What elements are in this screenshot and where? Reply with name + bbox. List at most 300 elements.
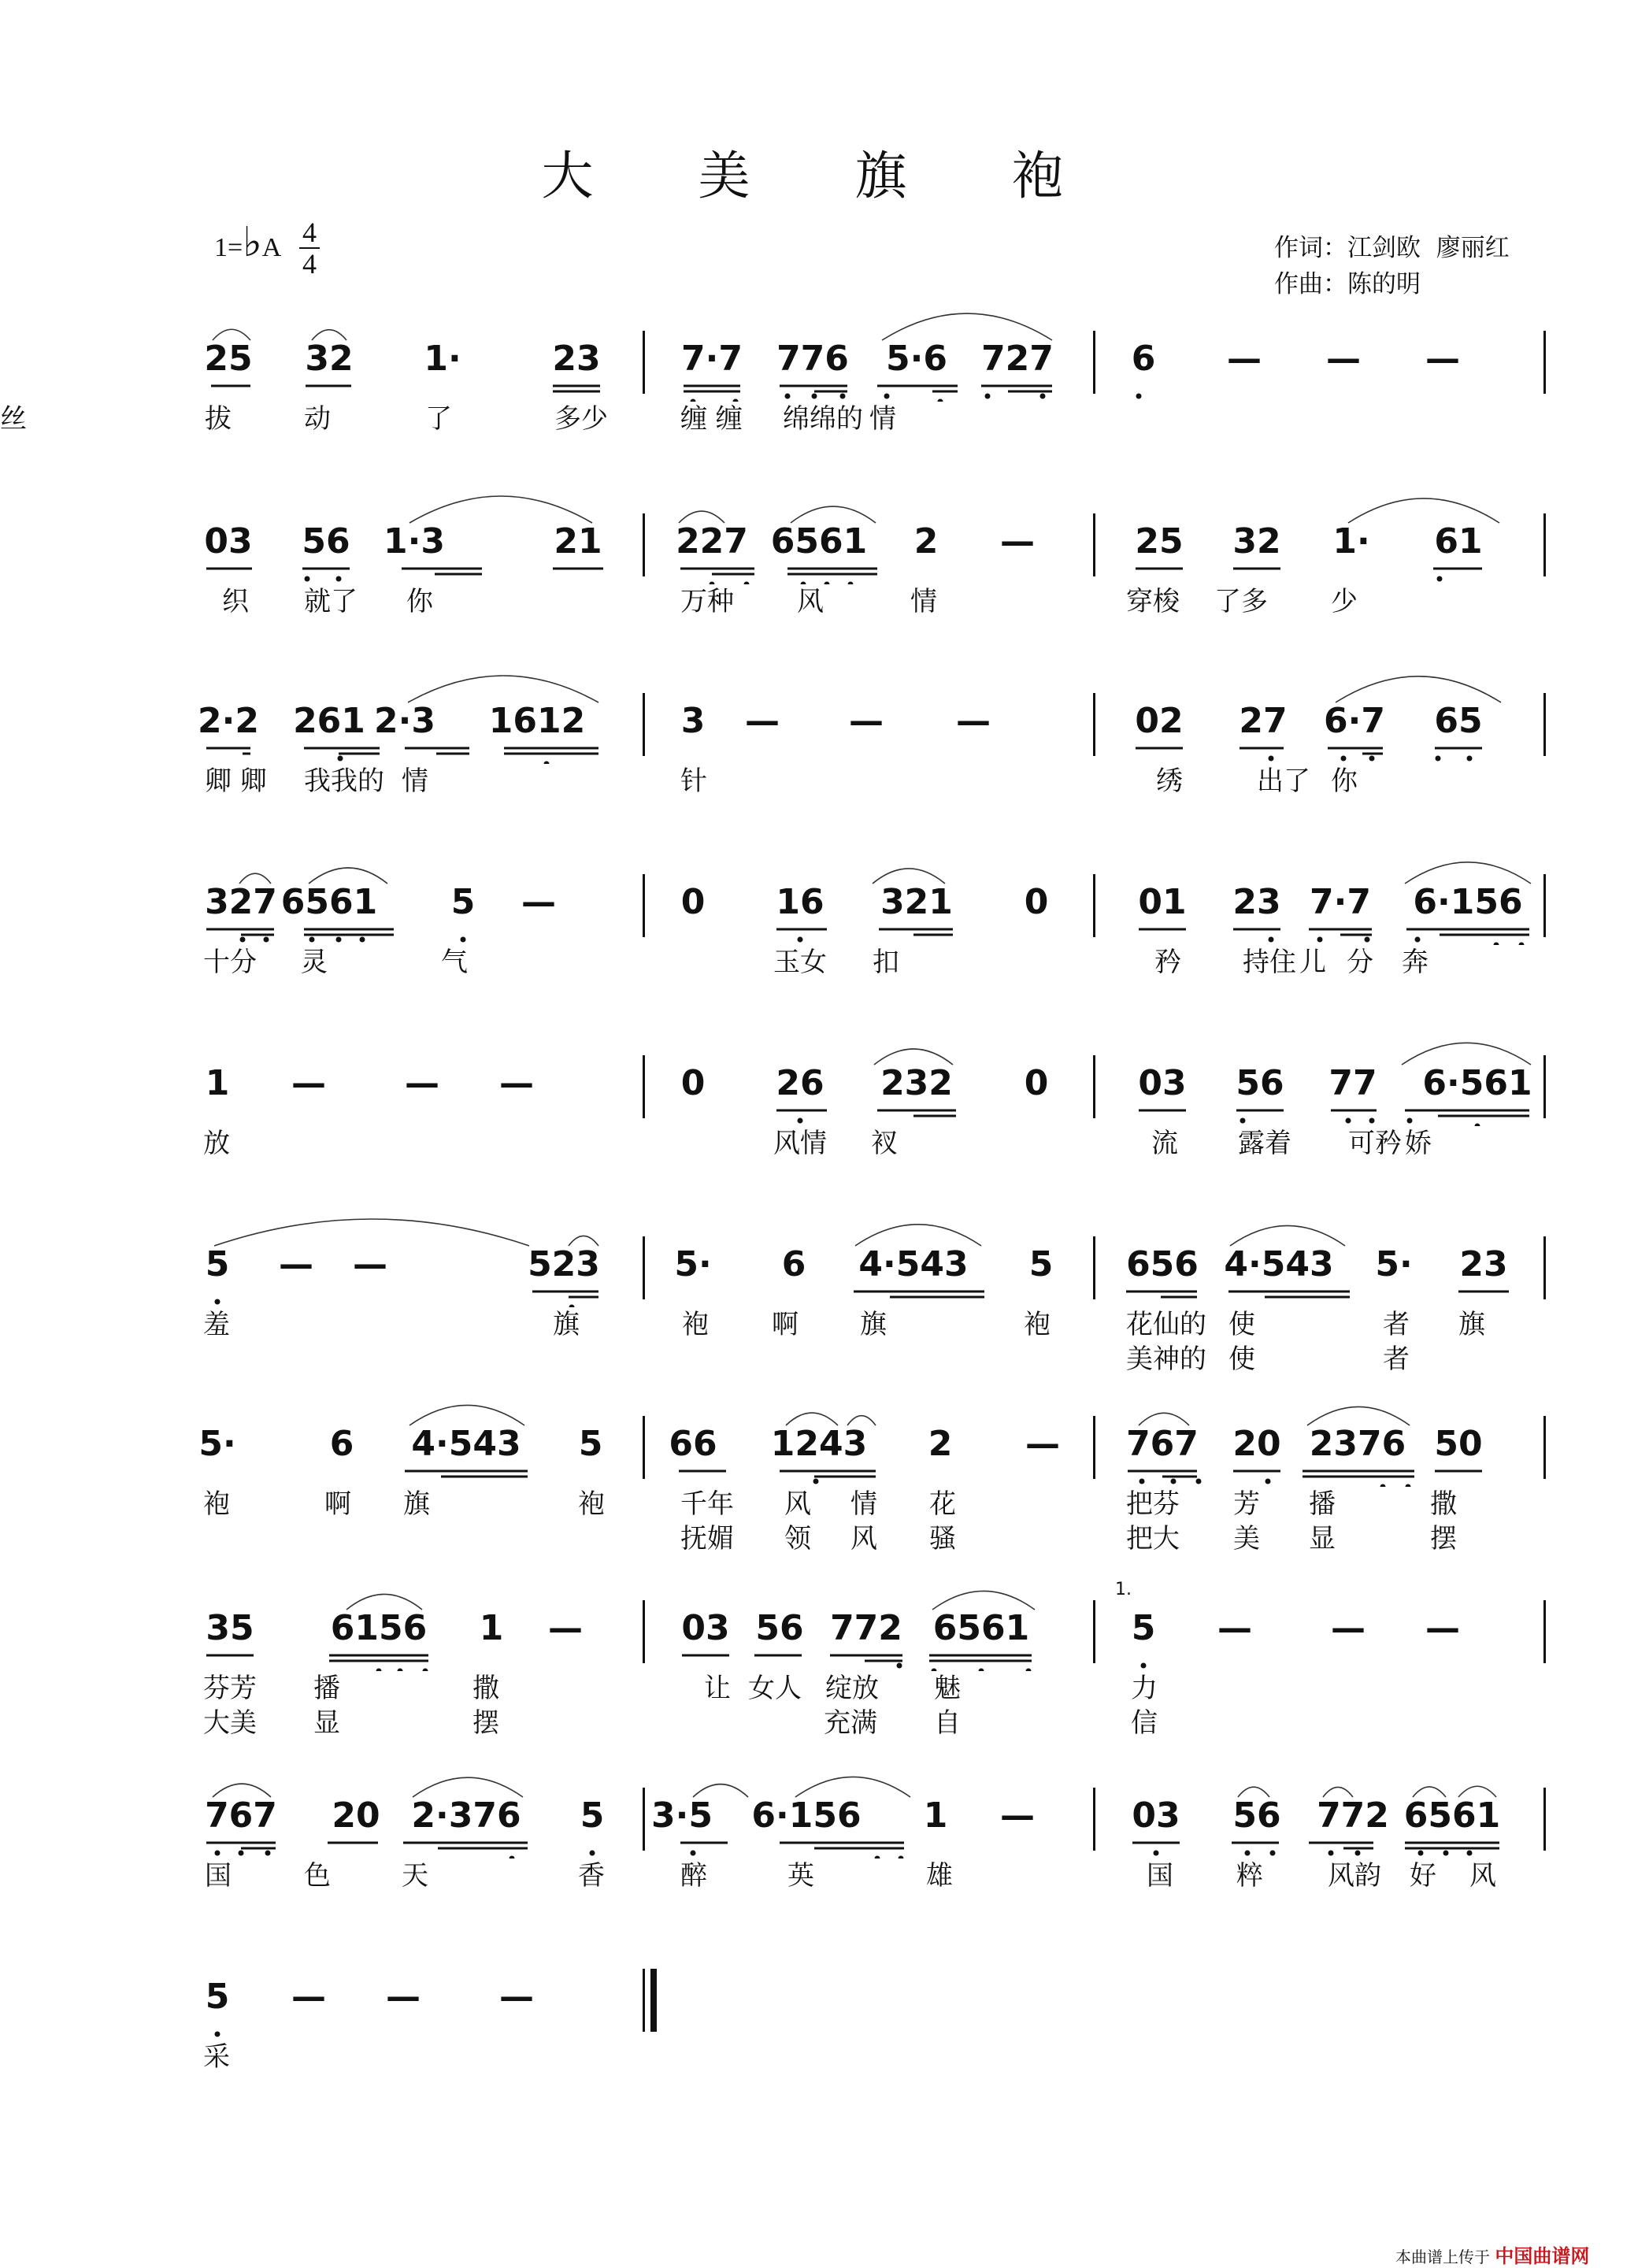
- footer-brand: 中国曲谱网: [1495, 2245, 1590, 2267]
- note-group: 1243: [770, 1424, 868, 1464]
- lyric-verse-1: 旗: [860, 1309, 887, 1340]
- lyric-verse-1: 针: [680, 765, 707, 797]
- octave-dot: [691, 1851, 696, 1856]
- octave-dot: [801, 582, 806, 585]
- dash-note: —: [849, 701, 884, 741]
- time-signature-bottom: 4: [299, 247, 320, 279]
- lyric-verse-1: 啊: [772, 1309, 799, 1340]
- octave-dot: [798, 937, 803, 943]
- volta-marker: 1.: [1115, 1580, 1132, 1599]
- lyric-verse-1: 把芬: [1126, 1488, 1180, 1520]
- octave-dot: [840, 394, 846, 399]
- lyric-verse-2: 风: [850, 1523, 877, 1555]
- lyric-verse-2: 者: [1383, 1343, 1410, 1375]
- octave-dot: [1196, 1479, 1202, 1484]
- slur-arc: [1307, 1406, 1410, 1425]
- note-group: 23: [1459, 1244, 1508, 1284]
- dash-note: —: [1000, 521, 1035, 561]
- slur-arc: [791, 506, 876, 523]
- key-prefix: 1=: [214, 233, 243, 262]
- octave-dot: [309, 937, 315, 943]
- key-note: A: [261, 233, 282, 262]
- note-group: 23: [1232, 882, 1281, 922]
- octave-dot: [1418, 1851, 1424, 1856]
- note-group: 5: [578, 1424, 603, 1464]
- note-group: 0: [1024, 1063, 1049, 1103]
- lyric-verse-1: 衩: [871, 1128, 898, 1159]
- octave-dot: [336, 937, 342, 943]
- slur-arc: [795, 1777, 910, 1797]
- note-group: 02: [1135, 701, 1184, 741]
- note-group: 4·543: [858, 1244, 969, 1284]
- lyric-verse-1: 花仙的: [1126, 1309, 1206, 1340]
- octave-dot: [1475, 1124, 1480, 1127]
- lyric-verse-1: 拔: [205, 403, 232, 435]
- note-group: 3: [680, 701, 706, 741]
- lyric-verse-1: 你: [406, 586, 433, 617]
- score-system: [0, 1416, 1649, 1573]
- dash-note: —: [1331, 1608, 1366, 1648]
- note-group: 6: [1131, 339, 1156, 379]
- lyric-verse-1: 万种: [680, 586, 734, 617]
- note-group: 21: [554, 521, 602, 561]
- notation-marks: [0, 299, 1649, 402]
- note-group: 4·543: [1224, 1244, 1334, 1284]
- octave-dot: [1494, 943, 1499, 946]
- note-group: 1612: [488, 701, 586, 741]
- dash-note: —: [1217, 1608, 1252, 1648]
- lyric-verse-1: 娇: [1405, 1128, 1432, 1159]
- key-signature: [214, 219, 281, 266]
- note-group: 1·: [1332, 521, 1370, 561]
- dash-note: —: [353, 1244, 387, 1284]
- lyric-verse-1: 袍: [578, 1488, 605, 1520]
- lyric-verse-1: 矜: [1154, 947, 1181, 978]
- lyric-verse-1: 芬芳: [203, 1673, 257, 1704]
- dash-note: —: [521, 882, 556, 922]
- dash-note: —: [291, 1063, 326, 1103]
- note-group: 03: [1132, 1796, 1180, 1836]
- note-group: 4·543: [411, 1424, 521, 1464]
- lyric-verse-1: 气: [441, 947, 468, 978]
- octave-dot: [264, 937, 269, 943]
- octave-dot: [590, 1851, 595, 1856]
- lyric-verse-2: 信: [1131, 1707, 1158, 1739]
- octave-dot: [733, 399, 739, 402]
- octave-dot: [985, 394, 991, 399]
- note-group: 56: [1232, 1796, 1281, 1836]
- lyric-verse-1: 好: [1410, 1860, 1436, 1892]
- lyric-verse-1: 采: [203, 2041, 230, 2073]
- dash-note: —: [956, 701, 991, 741]
- octave-dot: [265, 1851, 271, 1856]
- lyric-verse-1: 了多: [1214, 586, 1268, 617]
- note-group: 1·3: [384, 521, 445, 561]
- lyric-verse-2: 大美: [203, 1707, 257, 1739]
- lyric-verse-1: 情: [869, 403, 896, 435]
- lyric-verse-1: 女人: [748, 1673, 802, 1704]
- lyric-verse-1: 持住: [1243, 947, 1296, 978]
- lyric-verse-1: 织: [222, 586, 249, 617]
- lyric-verse-2: 显: [313, 1707, 340, 1739]
- note-group: 2: [928, 1424, 953, 1464]
- lyric-verse-1: 十分: [203, 947, 257, 978]
- lyric-verse-1: 风: [797, 586, 824, 617]
- lyric-verse-1: 我我的: [304, 765, 384, 797]
- note-group: 3·5: [651, 1796, 713, 1836]
- lyric-verse-2: 摆: [1430, 1523, 1457, 1555]
- lyric-verse-1: 色: [304, 1860, 331, 1892]
- slur-arc: [1238, 1787, 1269, 1797]
- lyric-verse-1: 旗: [553, 1309, 580, 1340]
- octave-dot: [1467, 1851, 1473, 1856]
- notation-marks: [0, 482, 1649, 584]
- octave-dot: [798, 1118, 803, 1124]
- note-group: 772: [1317, 1796, 1389, 1836]
- note-group: 6156: [330, 1608, 428, 1648]
- lyric-verse-1: 让: [704, 1673, 731, 1704]
- lyric-verse-1: 奔: [1402, 947, 1429, 978]
- lyric-verse-1: 儿: [1299, 947, 1326, 978]
- score-system: [0, 1055, 1649, 1213]
- note-group: 25: [204, 339, 253, 379]
- slur-arc: [569, 1236, 598, 1246]
- octave-dot: [1139, 1479, 1145, 1484]
- note-group: 5·: [674, 1244, 712, 1284]
- note-group: 23: [552, 339, 601, 379]
- lyric-verse-1: 撒: [1430, 1488, 1457, 1520]
- slur-arc: [1402, 1043, 1531, 1065]
- slur-arc: [1348, 498, 1499, 523]
- note-group: 6·156: [1413, 882, 1523, 922]
- note-group: 20: [332, 1796, 380, 1836]
- note-group: 5·: [1375, 1244, 1413, 1284]
- octave-dot: [398, 1669, 403, 1672]
- lyric-verse-1: 了: [425, 403, 452, 435]
- dash-note: —: [279, 1244, 313, 1284]
- dash-note: —: [1227, 339, 1262, 379]
- octave-dot: [1136, 394, 1142, 399]
- notation-marks: [0, 843, 1649, 945]
- lyric-verse-1: 扣: [873, 947, 899, 978]
- lyric-verse-1: 羞: [203, 1309, 230, 1340]
- note-group: 65: [1434, 701, 1483, 741]
- lyric-verse-1: 旗: [1458, 1309, 1485, 1340]
- note-group: 6561: [280, 882, 378, 922]
- slur-arc: [312, 330, 346, 340]
- octave-dot: [979, 1669, 984, 1672]
- note-group: 6: [781, 1244, 806, 1284]
- note-group: 727: [981, 339, 1054, 379]
- note-group: 2·376: [411, 1796, 521, 1836]
- octave-dot: [1369, 1118, 1375, 1124]
- dash-note: —: [1000, 1796, 1035, 1836]
- octave-dot: [461, 937, 466, 943]
- octave-dot: [1245, 1851, 1251, 1856]
- dash-note: —: [499, 1063, 534, 1103]
- octave-dot: [1040, 394, 1046, 399]
- notation-marks: [0, 1205, 1649, 1307]
- lyric-verse-1: 分: [1347, 947, 1373, 978]
- notation-marks: [0, 1756, 1649, 1858]
- lyric-verse-1: 者: [1383, 1309, 1410, 1340]
- octave-dot: [376, 1669, 382, 1672]
- note-group: 776: [776, 339, 849, 379]
- note-group: 6561: [932, 1608, 1030, 1648]
- octave-dot: [1154, 1851, 1159, 1856]
- note-group: 5·: [198, 1424, 236, 1464]
- slur-arc: [932, 1591, 1035, 1610]
- octave-dot: [812, 394, 817, 399]
- slur-arc: [1230, 1225, 1345, 1246]
- slur-arc: [693, 1784, 748, 1797]
- note-group: 0: [1024, 882, 1049, 922]
- octave-dot: [848, 582, 854, 585]
- score-system: [0, 1580, 1649, 1758]
- lyric-verse-1: 可矜: [1348, 1128, 1402, 1159]
- lyric-verse-1: 千年: [680, 1488, 734, 1520]
- slur-arc: [847, 1416, 876, 1425]
- octave-dot: [1407, 1118, 1413, 1124]
- lyric-verse-1: 风韵: [1328, 1860, 1381, 1892]
- lyric-verse-1: 英: [787, 1860, 814, 1892]
- note-group: 321: [880, 882, 953, 922]
- lyric-verse-2: 美神的: [1126, 1343, 1206, 1375]
- lyric-verse-1: 醉: [680, 1860, 707, 1892]
- octave-dot: [1380, 1484, 1386, 1488]
- octave-dot: [1026, 1669, 1032, 1672]
- octave-dot: [1365, 937, 1370, 943]
- score-system: [0, 1788, 1649, 1945]
- dash-note: —: [405, 1063, 439, 1103]
- octave-dot: [1369, 756, 1375, 762]
- slur-arc: [213, 1784, 271, 1797]
- lyric-verse-1: 芳: [1233, 1488, 1260, 1520]
- dash-note: —: [745, 701, 780, 741]
- note-group: 16: [776, 882, 824, 922]
- note-group: 61: [1434, 521, 1483, 561]
- lyric-verse-1: 风: [1469, 1860, 1496, 1892]
- note-group: 5: [205, 1977, 230, 2017]
- lyric-verse-2: 领: [784, 1523, 811, 1555]
- octave-dot: [336, 576, 342, 582]
- note-group: 5: [1028, 1244, 1054, 1284]
- note-group: 7·7: [1310, 882, 1371, 922]
- note-group: 0: [680, 882, 706, 922]
- lyric-verse-1: 丝: [0, 403, 27, 435]
- lyric-verse-1: 风: [784, 1488, 811, 1520]
- lyric-verse-1: 播: [1309, 1488, 1336, 1520]
- note-group: 261: [293, 701, 365, 741]
- slur-arc: [882, 313, 1052, 340]
- octave-dot: [691, 399, 696, 402]
- credits: [1274, 230, 1510, 302]
- lyric-verse-1: 卿 卿: [205, 765, 267, 797]
- octave-dot: [1328, 1851, 1334, 1856]
- note-group: 5·6: [886, 339, 947, 379]
- lyric-verse-1: 国: [1147, 1860, 1173, 1892]
- score-system: [0, 513, 1649, 671]
- octave-dot: [305, 576, 310, 582]
- lyric-verse-1: 出了: [1257, 765, 1310, 797]
- lyric-verse-1: 放: [203, 1128, 230, 1159]
- lyric-verse-2: 抚媚: [680, 1523, 734, 1555]
- octave-dot: [1269, 937, 1274, 943]
- octave-dot: [215, 1299, 220, 1305]
- octave-dot: [875, 1856, 880, 1859]
- slur-arc: [1336, 676, 1501, 702]
- footer-watermark: [1395, 2240, 1589, 2268]
- octave-dot: [1519, 943, 1525, 946]
- lyric-verse-1: 撒: [472, 1673, 499, 1704]
- lyric-verse-1: 情: [850, 1488, 877, 1520]
- notation-marks: [0, 1384, 1649, 1487]
- octave-dot: [813, 1479, 819, 1484]
- notation-marks: [0, 662, 1649, 764]
- octave-dot: [884, 394, 890, 399]
- octave-dot: [1437, 576, 1443, 582]
- note-group: 66: [669, 1424, 717, 1464]
- slur-arc: [413, 1777, 523, 1797]
- note-group: 6: [329, 1424, 354, 1464]
- slur-arc: [213, 329, 250, 340]
- slur-arc: [409, 1405, 524, 1425]
- notation-marks: [0, 1569, 1649, 1671]
- score-system: [0, 331, 1649, 488]
- slur-arc: [1323, 1787, 1353, 1797]
- slur-arc: [214, 1219, 529, 1246]
- lyric-verse-2: 美: [1233, 1523, 1260, 1555]
- octave-dot: [239, 1851, 244, 1856]
- note-group: 56: [1236, 1063, 1284, 1103]
- lyric-verse-1: 天: [402, 1860, 428, 1892]
- octave-dot: [1443, 1851, 1449, 1856]
- slur-arc: [786, 1413, 838, 1425]
- lyric-verse-1: 粹: [1236, 1860, 1263, 1892]
- octave-dot: [1346, 1118, 1351, 1124]
- note-group: 767: [1126, 1424, 1199, 1464]
- note-group: 772: [830, 1608, 902, 1648]
- slur-arc: [1139, 1413, 1189, 1425]
- slur-arc: [239, 873, 271, 884]
- lyric-verse-1: 多少: [554, 403, 608, 435]
- octave-dot: [1171, 1479, 1177, 1484]
- note-group: 03: [1138, 1063, 1187, 1103]
- lyric-verse-1: 旗: [403, 1488, 430, 1520]
- note-group: 25: [1135, 521, 1184, 561]
- note-group: 03: [681, 1608, 730, 1648]
- slur-arc: [409, 496, 592, 523]
- lyric-verse-1: 穿梭: [1126, 586, 1180, 617]
- lyric-verse-1: 国: [205, 1860, 232, 1892]
- octave-dot: [240, 937, 246, 943]
- composer-credit: 作曲：陈的明: [1274, 270, 1421, 298]
- lyric-verse-1: 灵: [301, 947, 328, 978]
- score-system: [0, 1236, 1649, 1394]
- note-group: 01: [1138, 882, 1187, 922]
- note-group: 03: [204, 521, 253, 561]
- note-group: 656: [1126, 1244, 1199, 1284]
- notation-marks: [0, 1937, 1649, 2040]
- note-group: 2: [913, 521, 939, 561]
- flat-icon: ♭: [243, 220, 262, 265]
- lyric-verse-1: 播: [313, 1673, 340, 1704]
- octave-dot: [899, 1856, 904, 1859]
- lyric-verse-1: 啊: [324, 1488, 351, 1520]
- note-group: 6·156: [751, 1796, 862, 1836]
- note-group: 2·3: [374, 701, 435, 741]
- lyric-verse-1: 袍: [203, 1488, 230, 1520]
- octave-dot: [569, 1305, 575, 1308]
- lyric-verse-1: 你: [1331, 765, 1358, 797]
- lyric-verse-1: 力: [1131, 1673, 1158, 1704]
- slur-arc: [874, 1049, 953, 1065]
- note-group: 56: [302, 521, 350, 561]
- lyric-verse-1: 花: [929, 1488, 956, 1520]
- octave-dot: [744, 582, 750, 585]
- octave-dot: [1270, 1851, 1276, 1856]
- lyric-verse-2: 显: [1309, 1523, 1336, 1555]
- lyric-verse-1: 使: [1228, 1309, 1255, 1340]
- note-group: 1: [205, 1063, 230, 1103]
- octave-dot: [215, 1851, 220, 1856]
- score-system: [0, 693, 1649, 850]
- lyric-verse-1: 魅: [934, 1673, 961, 1704]
- note-group: 523: [528, 1244, 600, 1284]
- footer-text: 本曲谱上传于: [1395, 2248, 1490, 2266]
- note-group: 6561: [770, 521, 868, 561]
- slur-arc: [346, 1594, 422, 1610]
- octave-dot: [932, 1669, 937, 1672]
- lyric-verse-1: 就了: [304, 586, 358, 617]
- octave-dot: [1240, 1118, 1246, 1124]
- time-signature: [299, 217, 320, 279]
- lyric-verse-1: 绽放: [825, 1673, 879, 1704]
- note-group: 2·2: [198, 701, 259, 741]
- octave-dot: [1467, 756, 1473, 762]
- note-group: 50: [1434, 1424, 1483, 1464]
- note-group: 0: [680, 1063, 706, 1103]
- note-group: 767: [205, 1796, 277, 1836]
- slur-arc: [1458, 1786, 1496, 1797]
- slur-arc: [408, 676, 598, 702]
- lyric-verse-1: 绣: [1156, 765, 1183, 797]
- note-group: 32: [1232, 521, 1281, 561]
- dash-note: —: [1025, 1424, 1060, 1464]
- song-title: 大 美 旗 袍: [541, 146, 1108, 206]
- slur-arc: [1413, 1787, 1446, 1797]
- lyric-verse-1: 玉女: [773, 947, 827, 978]
- octave-dot: [785, 394, 791, 399]
- octave-dot: [1406, 1484, 1411, 1488]
- slur-arc: [1405, 862, 1531, 884]
- note-group: 327: [205, 882, 277, 922]
- octave-dot: [1355, 1851, 1361, 1856]
- lyric-verse-1: 绵绵的: [783, 403, 863, 435]
- note-group: 27: [1239, 701, 1288, 741]
- octave-dot: [423, 1669, 428, 1672]
- dash-note: —: [1425, 1608, 1460, 1648]
- octave-dot: [1141, 1663, 1147, 1669]
- note-group: 6·561: [1422, 1063, 1532, 1103]
- lyric-verse-1: 袍: [1024, 1309, 1051, 1340]
- lyric-verse-2: 充满: [824, 1707, 877, 1739]
- lyric-verse-1: 雄: [926, 1860, 953, 1892]
- note-group: 232: [880, 1063, 953, 1103]
- note-group: 5: [205, 1244, 230, 1284]
- octave-dot: [1265, 1479, 1271, 1484]
- note-group: 77: [1328, 1063, 1377, 1103]
